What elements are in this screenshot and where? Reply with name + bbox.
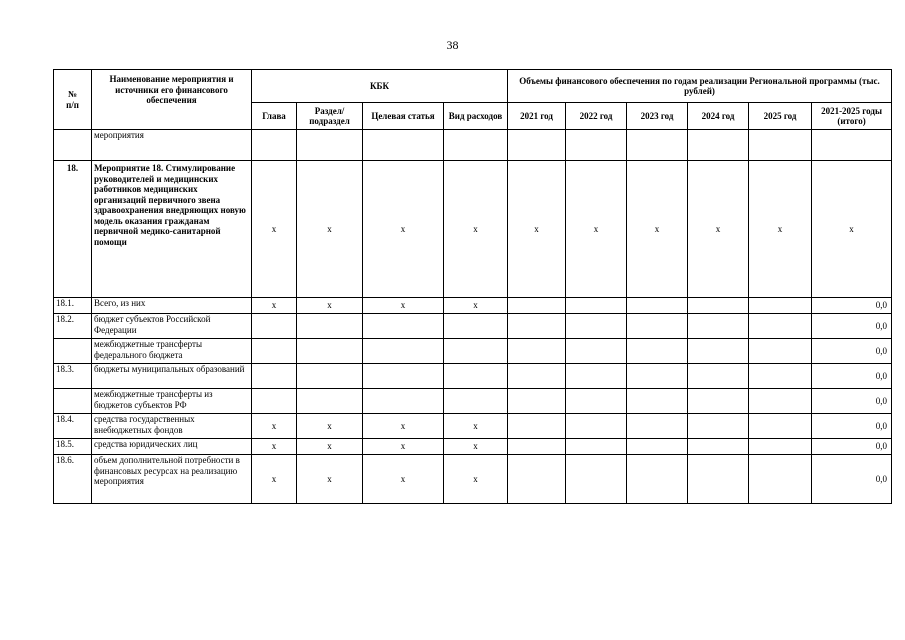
header-num: № п/п — [54, 70, 92, 130]
event-total: x — [812, 161, 892, 298]
table-row — [54, 298, 892, 314]
event-num: 18. — [54, 161, 92, 298]
row-2021 — [508, 389, 566, 414]
header-razdel: Раздел/ подраздел — [297, 103, 363, 130]
row-num: 18.4. — [54, 414, 92, 439]
row-name: бюджеты муниципальных образований — [92, 364, 252, 389]
table-row — [54, 389, 892, 414]
header-total: 2021-2025 годы (итого) — [812, 103, 892, 130]
row-total: 0,0 — [812, 389, 892, 414]
row-vid — [444, 364, 508, 389]
event-row — [54, 161, 892, 298]
row-2024 — [688, 414, 749, 439]
header-2025: 2025 год — [749, 103, 812, 130]
row-2021 — [508, 455, 566, 504]
row-razdel — [297, 364, 363, 389]
row-2024 — [688, 298, 749, 314]
table-row — [54, 314, 892, 339]
row-2025 — [749, 339, 812, 364]
row-2021 — [508, 364, 566, 389]
row-num — [54, 339, 92, 364]
row-stat: x — [363, 455, 444, 504]
row-2023 — [627, 455, 688, 504]
row-name: объем дополнительной потребности в финансовых ресурсах на реализацию мероприятия — [92, 455, 252, 504]
row-2022 — [566, 339, 627, 364]
row-2023 — [627, 439, 688, 455]
cont-cell — [508, 130, 566, 161]
cont-cell — [627, 130, 688, 161]
row-glava: x — [252, 414, 297, 439]
row-razdel — [297, 339, 363, 364]
row-2022 — [566, 298, 627, 314]
row-glava — [252, 314, 297, 339]
row-stat — [363, 364, 444, 389]
row-stat: x — [363, 298, 444, 314]
row-stat — [363, 339, 444, 364]
event-2024: x — [688, 161, 749, 298]
row-razdel: x — [297, 455, 363, 504]
row-num: 18.1. — [54, 298, 92, 314]
row-2025 — [749, 439, 812, 455]
row-stat: x — [363, 414, 444, 439]
event-2021: x — [508, 161, 566, 298]
row-glava — [252, 339, 297, 364]
row-razdel — [297, 389, 363, 414]
row-2021 — [508, 339, 566, 364]
row-2023 — [627, 314, 688, 339]
header-glava: Глава — [252, 103, 297, 130]
financing-table — [53, 69, 892, 504]
row-2022 — [566, 389, 627, 414]
row-glava: x — [252, 439, 297, 455]
cont-cell — [812, 130, 892, 161]
row-2022 — [566, 439, 627, 455]
row-total: 0,0 — [812, 298, 892, 314]
row-vid — [444, 389, 508, 414]
row-razdel: x — [297, 298, 363, 314]
cont-cell — [297, 130, 363, 161]
header-vid: Вид расходов — [444, 103, 508, 130]
row-2021 — [508, 414, 566, 439]
row-razdel: x — [297, 439, 363, 455]
row-total: 0,0 — [812, 414, 892, 439]
row-2023 — [627, 339, 688, 364]
row-2021 — [508, 439, 566, 455]
header-stat: Целевая статья — [363, 103, 444, 130]
row-2025 — [749, 389, 812, 414]
row-2023 — [627, 298, 688, 314]
row-2021 — [508, 298, 566, 314]
header-name: Наименование мероприятия и источники его финансового обеспечения — [92, 70, 252, 130]
header-2023: 2023 год — [627, 103, 688, 130]
row-2022 — [566, 364, 627, 389]
row-vid: x — [444, 439, 508, 455]
row-2024 — [688, 455, 749, 504]
row-vid: x — [444, 298, 508, 314]
row-2021 — [508, 314, 566, 339]
row-name: бюджет субъектов Российской Федерации — [92, 314, 252, 339]
row-num: 18.5. — [54, 439, 92, 455]
row-total: 0,0 — [812, 364, 892, 389]
row-2024 — [688, 314, 749, 339]
cont-cell — [444, 130, 508, 161]
row-2023 — [627, 364, 688, 389]
event-glava: x — [252, 161, 297, 298]
row-name: Всего, из них — [92, 298, 252, 314]
cont-num — [54, 130, 92, 161]
table-row — [54, 455, 892, 504]
row-2023 — [627, 414, 688, 439]
row-2024 — [688, 439, 749, 455]
cont-cell — [749, 130, 812, 161]
header-2021: 2021 год — [508, 103, 566, 130]
event-2022: x — [566, 161, 627, 298]
header-row-1 — [54, 70, 892, 103]
row-2025 — [749, 314, 812, 339]
table-row — [54, 439, 892, 455]
header-2024: 2024 год — [688, 103, 749, 130]
row-vid — [444, 339, 508, 364]
row-num — [54, 389, 92, 414]
row-2024 — [688, 364, 749, 389]
continuation-row — [54, 130, 892, 161]
row-vid: x — [444, 455, 508, 504]
row-glava — [252, 364, 297, 389]
row-2024 — [688, 389, 749, 414]
page-number: 38 — [446, 38, 459, 52]
table-row — [54, 414, 892, 439]
row-total: 0,0 — [812, 439, 892, 455]
row-num: 18.6. — [54, 455, 92, 504]
row-stat — [363, 389, 444, 414]
table-row — [54, 364, 892, 389]
header-volumes: Объемы финансового обеспечения по годам реализации Региональной программы (тыс. рублей) — [508, 70, 892, 103]
row-total: 0,0 — [812, 314, 892, 339]
row-2025 — [749, 414, 812, 439]
row-num: 18.2. — [54, 314, 92, 339]
row-name: межбюджетные трансферты федерального бюджета — [92, 339, 252, 364]
row-name: межбюджетные трансферты из бюджетов субъектов РФ — [92, 389, 252, 414]
cont-name: мероприятия — [92, 130, 252, 161]
cont-cell — [566, 130, 627, 161]
row-razdel: x — [297, 414, 363, 439]
event-2025: x — [749, 161, 812, 298]
row-glava: x — [252, 455, 297, 504]
row-2024 — [688, 339, 749, 364]
row-num: 18.3. — [54, 364, 92, 389]
row-total: 0,0 — [812, 339, 892, 364]
row-2022 — [566, 455, 627, 504]
event-name: Мероприятие 18. Стимулирование руководителей и медицинских работников медицинских организаций первичного звена здравоохранения внедряющих новую модель оказания гражданам первичной медико-санитарной помощи — [92, 161, 252, 298]
row-stat: x — [363, 439, 444, 455]
row-name: средства юридических лиц — [92, 439, 252, 455]
row-razdel — [297, 314, 363, 339]
event-vid: x — [444, 161, 508, 298]
row-vid — [444, 314, 508, 339]
row-name: средства государственных внебюджетных фондов — [92, 414, 252, 439]
row-glava: x — [252, 298, 297, 314]
header-2022: 2022 год — [566, 103, 627, 130]
row-glava — [252, 389, 297, 414]
header-kbk: КБК — [252, 70, 508, 103]
row-2025 — [749, 298, 812, 314]
event-2023: x — [627, 161, 688, 298]
row-2022 — [566, 314, 627, 339]
row-total: 0,0 — [812, 455, 892, 504]
cont-cell — [688, 130, 749, 161]
cont-cell — [363, 130, 444, 161]
row-2023 — [627, 389, 688, 414]
event-stat: x — [363, 161, 444, 298]
row-stat — [363, 314, 444, 339]
event-razdel: x — [297, 161, 363, 298]
row-2022 — [566, 414, 627, 439]
row-2025 — [749, 364, 812, 389]
table-row — [54, 339, 892, 364]
row-2025 — [749, 455, 812, 504]
row-vid: x — [444, 414, 508, 439]
cont-cell — [252, 130, 297, 161]
